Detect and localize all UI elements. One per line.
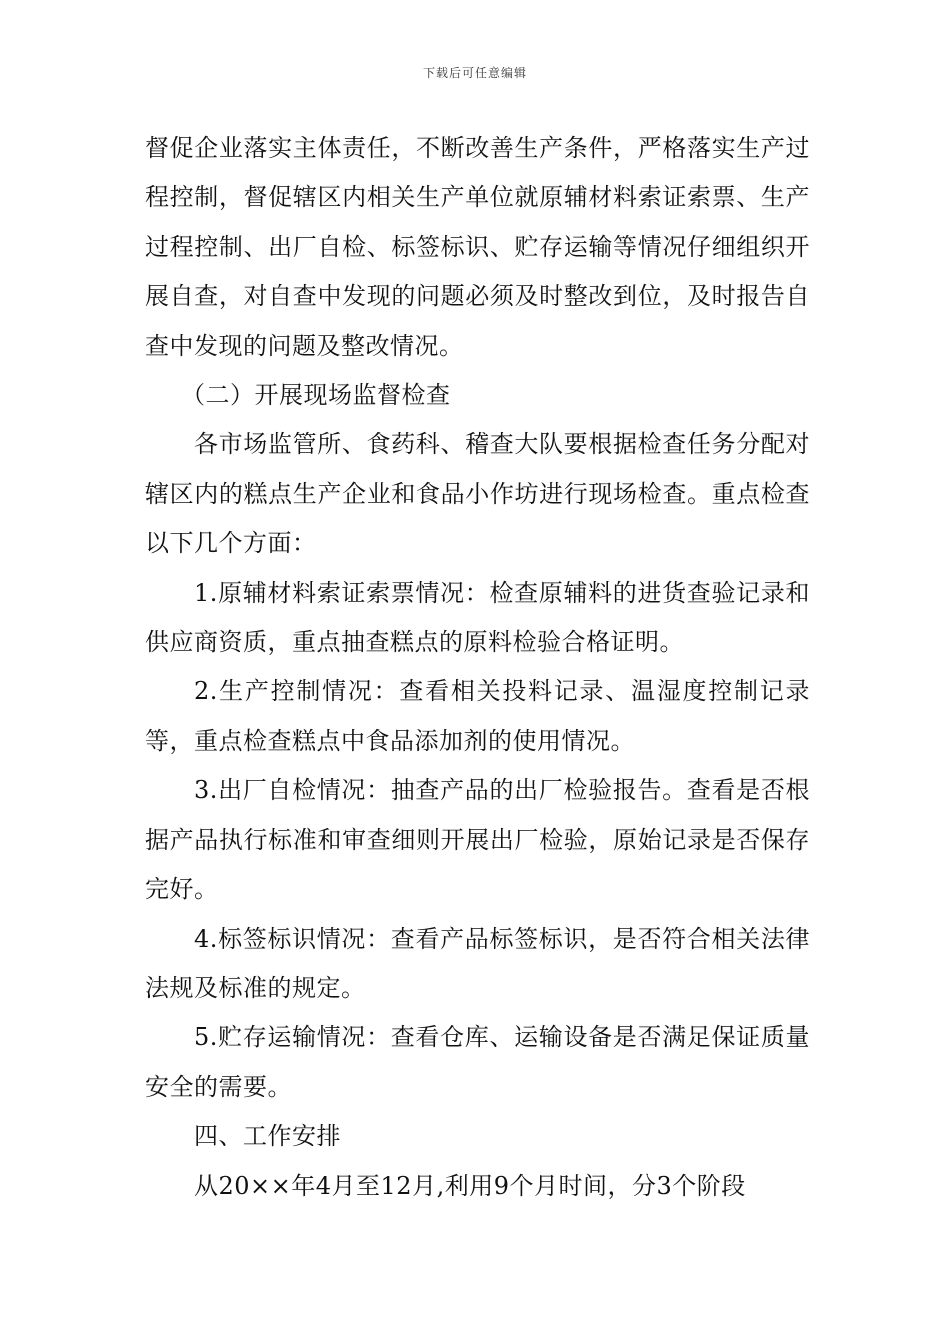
section-heading-onsite-inspection: （二）开展现场监督检查 bbox=[181, 381, 451, 410]
list-item-production-control: 2.生产控制情况：查看相关投料记录、温湿度控制记录等，重点检查糕点中食品添加剂的使用情况。 bbox=[145, 677, 810, 755]
paragraph-inspection-assignment: 各市场监管所、食药科、稽查大队要根据检查任务分配对辖区内的糕点生产企业和食品小作坊进行现场检查。重点检查以下几个方面： bbox=[145, 430, 810, 558]
section-heading-work-arrangement: 四、工作安排 bbox=[194, 1122, 341, 1151]
list-item-raw-materials: 1.原辅材料索证索票情况：检查原辅料的进货查验记录和供应商资质，重点抽查糕点的原料检验合格证明。 bbox=[145, 578, 810, 657]
paragraph-schedule: 从20××年4月至12月,利用9个月时间，分3个阶段 bbox=[194, 1171, 746, 1200]
list-item-factory-self-inspection: 3.出厂自检情况：抽查产品的出厂检验报告。查看是否根据产品执行标准和审查细则开展出厂检验，原始记录是否保存完好。 bbox=[145, 776, 810, 904]
paragraph-supervise-enterprises: 督促企业落实主体责任，不断改善生产条件，严格落实生产过程控制，督促辖区内相关生产单位就原辅材料索证索票、生产过程控制、出厂自检、标签标识、贮存运输等情况仔细组织开展自查，对自查中发现的问题必须及时整改到位，及时报告自查中发现的问题及整改情况。 bbox=[145, 134, 810, 360]
list-item-labeling: 4.标签标识情况：查看产品标签标识，是否符合相关法律法规及标准的规定。 bbox=[145, 924, 810, 1002]
list-item-storage-transport: 5.贮存运输情况：查看仓库、运输设备是否满足保证质量安全的需要。 bbox=[145, 1023, 810, 1101]
document-body bbox=[145, 124, 810, 1211]
page-header-note: 下载后可任意编辑 bbox=[422, 66, 527, 80]
